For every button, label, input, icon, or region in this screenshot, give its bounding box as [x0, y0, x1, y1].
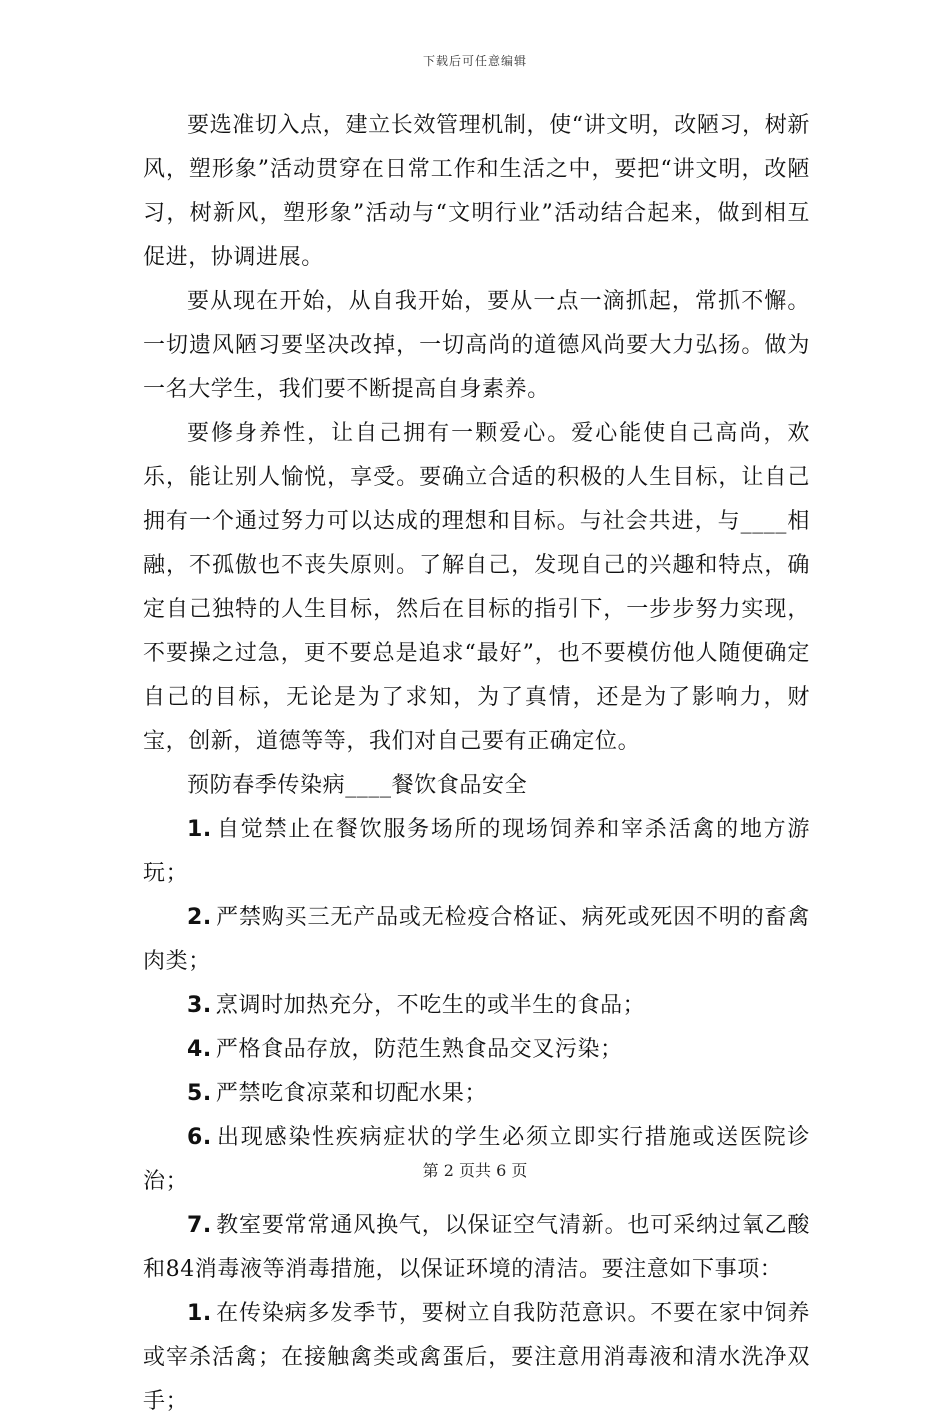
- list-item: [143, 984, 810, 1028]
- list-text: 严禁购买三无产品或无检疫合格证、病死或死因不明的畜禽肉类；: [143, 905, 810, 974]
- document-body: [143, 104, 810, 1424]
- page-footer: 第 2 页共 6 页: [422, 1161, 528, 1180]
- food-safety-list: [143, 808, 810, 1292]
- list-item: [143, 1072, 810, 1116]
- list-text: 教室要常常通风换气，以保证空气清新。也可采纳过氧乙酸和84消毒液等消毒措施，以保证环境的清洁。要注意如下事项：: [143, 1213, 810, 1282]
- list-item: [143, 1028, 810, 1072]
- list-item: [143, 1204, 810, 1292]
- list-number: 1.: [187, 817, 212, 842]
- list-item: [143, 808, 810, 896]
- list-text: 在传染病多发季节，要树立自我防范意识。不要在家中饲养或宰杀活禽；在接触禽类或禽蛋后，要注意用消毒液和清水洗净双手；: [143, 1301, 810, 1414]
- precautions-list: [143, 1292, 810, 1424]
- list-number: 1.: [187, 1301, 212, 1326]
- list-text: 严禁吃食凉菜和切配水果；: [215, 1081, 488, 1106]
- page-header: 下载后可任意编辑: [422, 54, 527, 68]
- list-number: 3.: [187, 993, 212, 1018]
- list-number: 2.: [187, 905, 212, 930]
- list-number: 4.: [187, 1037, 212, 1062]
- paragraph-long-term-mechanism: 要选准切入点，建立长效管理机制，使“讲文明，改陋习，树新风，塑形象”活动贯穿在日常工作和生活之中，要把“讲文明，改陋习，树新风，塑形象”活动与“文明行业”活动结合起来，做到相互促进，协调进展。: [143, 113, 810, 270]
- list-text: 严格食品存放，防范生熟食品交叉污染；: [215, 1037, 623, 1062]
- list-item: [143, 896, 810, 984]
- list-number: 7.: [187, 1213, 212, 1238]
- paragraph-start-now: 要从现在开始，从自我开始，要从一点一滴抓起，常抓不懈。一切遗风陋习要坚决改掉，一切高尚的道德风尚要大力弘扬。做为一名大学生，我们要不断提高自身素养。: [143, 289, 810, 402]
- list-item: [143, 1292, 810, 1424]
- list-number: 6.: [187, 1125, 212, 1150]
- list-text: 出现感染性疾病症状的学生必须立即实行措施或送医院诊治；: [143, 1125, 810, 1194]
- list-text: 烹调时加热充分，不吃生的或半生的食品；: [215, 993, 646, 1018]
- list-number: 5.: [187, 1081, 212, 1106]
- list-text: 自觉禁止在餐饮服务场所的现场饲养和宰杀活禽的地方游玩；: [143, 817, 810, 886]
- section-title: 预防春季传染病____餐饮食品安全: [187, 773, 528, 798]
- paragraph-self-cultivation: 要修身养性，让自己拥有一颗爱心。爱心能使自己高尚，欢乐，能让别人愉悦，享受。要确立合适的积极的人生目标，让自己拥有一个通过努力可以达成的理想和目标。与社会共进，与____相融，不孤傲也不丧失原则。了解自己，发现自己的兴趣和特点，确定自己独特的人生目标，然后在目标的指引下，一步步努力实现，不要操之过急，更不要总是追求“最好”，也不要模仿他人随便确定自己的目标，无论是为了求知，为了真情，还是为了影响力，财宝，创新，道德等等，我们对自己要有正确定位。: [143, 421, 810, 754]
